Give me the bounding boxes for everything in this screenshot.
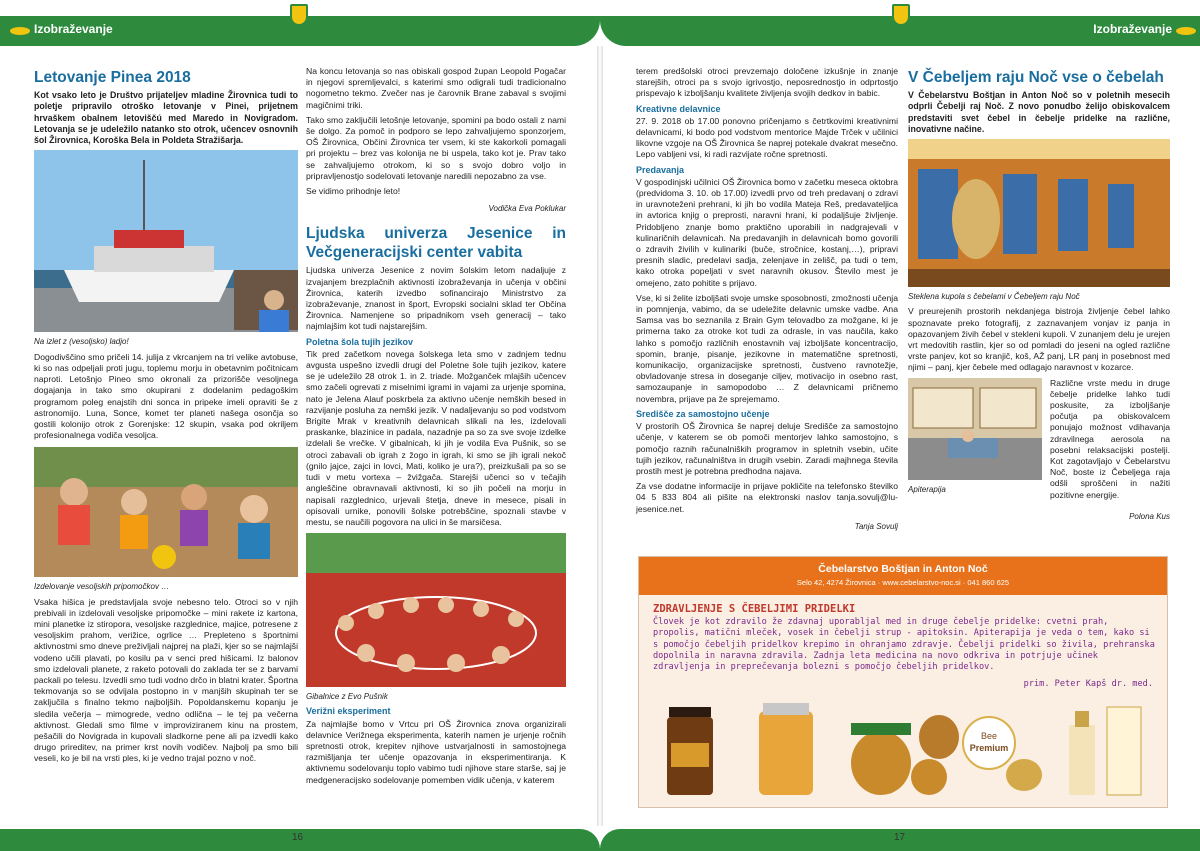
subheading: Kreativne delavnice bbox=[636, 103, 721, 114]
subheading: Predavanja bbox=[636, 164, 685, 175]
column-4 bbox=[908, 66, 1170, 526]
photo-caption: Gibalnice z Evo Pušnik bbox=[306, 692, 388, 702]
paragraph: V preurejenih prostorih nekdanjega bistroja življenje čebel lahko spoznavate preko fotografij, z zaznavanjem vonjav iz panja in opazovanjem živih čebel v stekleni kupoli. V zunanjem delu je urejen vrt medovitih rastlin, kjer so od pomladi do jeseni na ogled različne vrste panjev, kot so kranjič, koš, AŽ panj, LR panj in posebnost med njimi – panj, kjer čebele med odlagajo naravnost v kozarce. bbox=[908, 306, 1170, 373]
ad-signature: prim. Peter Kapš dr. med. bbox=[1023, 679, 1153, 689]
cream-jar-icon bbox=[851, 723, 911, 795]
paragraph: Dogodivščino smo pričeli 14. julija z vkrcanjem na tri velike avtobuse, ki so nas odpeljali proti jugu, toplemu morju in obetavnim počitnicam naproti. Letošnjo Pineo smo okronali za prizorišče vesoljnega dogajanja in tako smo okupirani z dodelanim pedagoškim programom poleg enajstih dni sonca in pripeke imeli opraviti še z astronomijo. Luna, Sonce, komet ter planeti našega osončja so gostili kolonijo otrok z Gorenjske: 12 skupin, vsaka pod okriljem profesionalnega vodiča vesoljca. bbox=[34, 351, 298, 441]
svg-text:Premium: Premium bbox=[969, 743, 1009, 753]
municipality-crest-icon bbox=[290, 4, 308, 26]
paragraph: Vse, ki si želite izboljšati svoje umske sposobnosti, zmožnosti učenja in pomnjenja, vabimo, da se udeležite delavnic umske vadbe. Ana Samsa vas bo seznanila z Brain Gym telovadbo za možgane, ki je primerna tako za otroke kot tudi za odrasle, in vas naučila, kako lahko s pomočjo različnih enostavnih vaj izboljšate koncentracijo, spomin, branje, pisanje, jezikovne in matematične spretnosti, komunikacijo, organizacijske spretnosti, čustveno ravnotežje, obvladovanje stresa in doseganje ciljev, motivacijo in osebno rast, samozaupanje in samopodobo … Z delavnicami pričnemo novembra, prijave pa že sprejemamo. bbox=[636, 292, 898, 404]
subheading: Središče za samostojno učenje bbox=[636, 408, 770, 419]
column-2 bbox=[306, 66, 566, 790]
small-jar-icon bbox=[911, 715, 959, 795]
municipality-crest-icon bbox=[892, 4, 910, 26]
ad-header bbox=[639, 557, 1167, 595]
svg-text:Bee: Bee bbox=[980, 731, 998, 741]
ad-contact: Selo 42, 4274 Žirovnica · www.cebelarstvo-noc.si · 041 860 625 bbox=[796, 578, 1010, 587]
apitherapy-figure bbox=[908, 378, 1042, 505]
article-title: V Čebeljem raju Noč vse o čebelah bbox=[908, 69, 1164, 86]
photo-children-circle bbox=[306, 533, 566, 687]
paragraph: Vsaka hišica je predstavljala svoje nebesno telo. Otroci so v njih prebivali in izdelovali vesoljske pripomočke – mini rakete iz kartona, mini planetke iz stiropora, vesoljske razglednice, majice, potresene z vesoljskim prahom, verižice, ogrlice … Prepleteno s športnimi aktivnostmi smo dneve preživljali najprej na plaži, kjer so se najmlajši vodeno učili plavati, po kosilu pa v senci pred hišicami. Iz balonov smo izdelovali planete, z raketo potovali do zaklada ter se z barvami packali po telesu. Izvedli smo tudi vodno drčo in blatni krater. Športna tekmovanja so se odvijala postopno in v manjših skupinah ter se zaključila s finalno tekmo najboljših. Popoldanskemu kopanju je sledila večerja – mimogrede, vedno odlična – le tej pa večerna aktivnost. Gledali smo filme v improviziranem kinu na prostem, pešačili do Novigrada in kupovali sladkorne pene ali pa izvedli kako drugo prireditev, na primer krst novih vodičev. Najbolj pa smo bili veseli, ko je bil na vrsti ples, ki je vedno trajal pozno v noč. bbox=[34, 596, 298, 764]
paragraph: Na koncu letovanja so nas obiskali gospod župan Leopold Pogačar in njegovi spremljevalci, s katerimi smo odigrali tudi tradicionalno nogometno tekmo. Zvečer nas je čarovnik Brane zabaval s svojimi magičnimi triki. bbox=[306, 66, 566, 110]
ad-products bbox=[659, 703, 1149, 799]
page-gutter bbox=[597, 46, 603, 826]
paragraph: terem predšolski otroci prevzemajo določene izkušnje in znanje starejših, otroci pa s svojo igrivostjo, neposrednostjo in odprtostjo prispevajo k izboljšanju kvalitete življenja svojih dedkov in babic. bbox=[636, 66, 898, 99]
honey-jar-icon bbox=[667, 707, 713, 795]
beekeeping-ad bbox=[638, 556, 1168, 808]
paragraph: Za vse dodatne informacije in prijave pokličite na telefonsko številko 04 5 833 804 ali pišite na elektronski naslov tanja.sovulj@lu-jesenice.net. bbox=[636, 481, 898, 514]
page-number: 17 bbox=[894, 832, 906, 843]
ad-text: Človek je kot zdravilo že zdavnaj uporabljal med in druge čebelje pridelke: cvetni prah, propolis, matični mleček, vosek in čebelji strup - apitoksin. Apiterapija je veda o tem, kako si s pomočjo čebeljih pridelkov krepimo in ohranjamo zdravje. Čebelji pridelki so živila, prehranska dopolnila in naravna zdravila. Zadnja leta medicina na novo odkriva in potrjuje učinek zdravljenja in preprečevanja bolezni s pomočjo čebeljih pridelkov. bbox=[653, 617, 1155, 673]
page-number: 16 bbox=[292, 832, 304, 843]
article-title: Ljudska univerza Jesenice in Večgeneracijski center vabita bbox=[306, 225, 566, 262]
ad-heading: ZDRAVLJENJE S ČEBELJIMI PRIDELKI bbox=[653, 603, 856, 615]
section-label-left: Izobraževanje bbox=[34, 22, 113, 36]
apitherapy-block bbox=[908, 378, 1170, 505]
product-box-icon bbox=[1107, 707, 1141, 795]
photo-glass-dome bbox=[908, 139, 1170, 287]
paragraph: 27. 9. 2018 ob 17.00 ponovno pričenjamo s četrtkovimi kreativnimi delavnicami, ki bodo pod vodstvom mentorice Majde Trček v učilnici likovne vzgoje na OŠ Žirovnica še naprej potekale dvakrat mesečno. Lepo vabljeni vsi, ki radi razvijate ročne spretnosti. bbox=[636, 115, 898, 160]
subheading: Verižni eksperiment bbox=[306, 706, 391, 717]
article-lead: V Čebelarstvu Boštjan in Anton Noč so v poletnih mesecih odprli Čebelji raj Noč. Z novo ponudbo želijo obiskovalcem predstaviti svet čebel in čebelje pridelke na različne, inovativne načine. bbox=[908, 90, 1170, 134]
photo-caption: Apiterapija bbox=[908, 484, 946, 494]
bullet-icon bbox=[10, 27, 30, 35]
paragraph: Ljudska univerza Jesenice z novim šolskim letom nadaljuje z izvajanjem brezplačnih aktivnosti izobraževanja in učenja v občini Žirovnica, katerih izvedbo sofinancirajo Ministrstvo za izobraževanje, znanost in šport, Evropski socialni sklad ter Občina Žirovnica. Namenjene so pripadnikom vseh generacij – tako najmlajšim kot tudi najstarejšim. bbox=[306, 265, 566, 332]
paragraph: Se vidimo prihodnje leto! bbox=[306, 186, 401, 197]
photo-caption: Na izlet z (vesoljsko) ladjo! bbox=[34, 337, 129, 347]
author-signature: Tanja Sovulj bbox=[854, 521, 898, 531]
paragraph: Različne vrste medu in druge čebelje pridelke lahko tudi poskusite, za izboljšanje počutja pa obiskovalcem ponujajo možnost vdihavanja zdravilnega aerosola na posebni relaksacijski postelji. Kot zagotavljajo v Čebelarstvu Noč, boste iz Čebeljega raja odšli sproščeni in nažiti pozitivne energije. bbox=[1050, 377, 1170, 500]
top-bar bbox=[0, 0, 1200, 46]
author-signature: Polona Kus bbox=[1129, 511, 1170, 521]
author-signature: Vodička Eva Poklukar bbox=[488, 204, 566, 214]
photo-boat bbox=[34, 150, 298, 332]
paragraph: Za najmlajše bomo v Vrtcu pri OŠ Žirovnica znova organizirali delavnice Verižnega eksperimenta, katerih namen je urjenje ročnih spretnosti otrok, krepitev njihove ustvarjalnosti in samostojnega razmišljanja ter učenje opazovanja in eksperimentiranja. K aktivnemu sodelovanju toplo vabimo tudi njihove stare starše, saj je medgeneracijsko sodelovanje pomemben vidik učenja, v katerem bbox=[306, 718, 566, 785]
premium-badge-icon bbox=[963, 717, 1015, 769]
pollen-jar-icon bbox=[759, 703, 813, 795]
column-3 bbox=[636, 66, 898, 536]
article-title: Letovanje Pinea 2018 bbox=[34, 69, 191, 86]
tin-icon bbox=[1006, 759, 1042, 791]
paragraph: Tik pred začetkom novega šolskega leta smo v zadnjem tednu avgusta uspešno izvedli drugi del Poletne šole tujih jezikov, katere se je udeležilo 28 otrok 1. in 2. triade. Možganček mlajših učencev smo začeli ogrevati z miselnimi igrami in vajami za urjenje spomina, nato je Jelena Alauf poskrbela za aktivno učenje nemških besed in razvijanje posluha za nemški jezik. V nadaljevanju so pod vodstvom Brigite Mrak v kreativnih delavnicah slikali na les, izdelovali praskanke, blazinice in padala, nazadnje pa so za sve svoje izdelke izdelali še vrečke. V gibalnicah, ki jih je vodila Eva Pušnik, so se otroci zabavali ob igrah z žogo in igrah, ki smo se jih igrali nekoč (gnilo jajce, zajci in lovci, Mati, koliko je ura?), preizkušali pa so se tudi v metu vortexa – žvižgača. Starejši učenci so v tečajih angleščine obravnavali aktivnosti, ki so jih počeli na morju in napisali razglednico, urjevali štetja, dneve in mesece, pisali in opisovali urnike, ponovili šolske potrebščine, spoznali stavbe v mestu, se naučili pogovora na ulici in še marsičesa. bbox=[306, 348, 566, 527]
paragraph: V gospodinjski učilnici OŠ Žirovnica bomo v začetku meseca oktobra (predvidoma 3. 10. ob 17.00) izvedli prvo od treh predavanj o zdravi in uravnoteženi prehrani, ki jih bo vodila Mateja Reš, predavateljica in avtorica knjig o preprosti, naravni hrani, ki podaljšuje življenje. Pridobljeno znanje bomo praktično uporabili in nadgrajevali v kulinaričnih delavnicah. Na predavanjih in delavnicah bomo govorili o zdravih živilih v kulinariki (buče, stročnice, kostanj,…), pripravi presnih sladic, predelavi sadja, zelenjave in zelišč, pa tudi o tem, kako otroka popeljati v svet naravnih okusov. Število mest je omejeno, zato pohitite s prijavo. bbox=[636, 176, 898, 288]
column-1 bbox=[34, 66, 298, 769]
ad-company-name: Čebelarstvo Boštjan in Anton Noč bbox=[818, 563, 988, 575]
photo-kids-crafting bbox=[34, 447, 298, 577]
photo-apitherapy bbox=[908, 378, 1042, 480]
section-label-right: Izobraževanje bbox=[1093, 22, 1172, 36]
photo-caption: Steklena kupola s čebelami v Čebeljem raju Noč bbox=[908, 292, 1080, 302]
paragraph: V prostorih OŠ Žirovnica še naprej deluje Središče za samostojno učenje, v katerem se ob pomoči mentorjev lahko samostojno, s pomočjo raznih računalniških programov in spletnih vsebin, učite tujih jezikov, računalništva in drugih vsebin. Zaradi majhnega števila prostih mest je potrebna predhodna najava. bbox=[636, 421, 898, 476]
perfume-bottle-icon bbox=[1069, 711, 1095, 795]
paragraph: Tako smo zaključili letošnje letovanje, spomini pa bodo ostali z nami še dolgo. Za pomoč in podporo se lepo zahvaljujemo sponzorjem, OŠ Žirovnica, Občini Žirovnica ter vsem, ki ste kakorkoli pomagali pri projektu – brez vas kolonija ne bi uspela, tako kot je. Prav tako se zahvaljujemo otrokom, ki so s svojo dobro voljo in pripravljenostjo sodelovati letovanje naredili nepozabno za vse. bbox=[306, 114, 566, 181]
subheading: Poletna šola tujih jezikov bbox=[306, 336, 414, 347]
photo-caption: Izdelovanje vesoljskih pripomočkov … bbox=[34, 582, 170, 592]
bullet-icon bbox=[1176, 27, 1196, 35]
article-lead: Kot vsako leto je Društvo prijateljev mladine Žirovnica tudi to poletje pripravilo otroško letovanje v Pinei, prijetnem hrvaškem obalnem letoviščú med Maredo in Novigradom. Letovanja se je udeležilo natanko sto otrok, učencev osnovnih šol Žirovnica, Koroška Bela in Poldeta Stražišarja. bbox=[34, 90, 298, 146]
